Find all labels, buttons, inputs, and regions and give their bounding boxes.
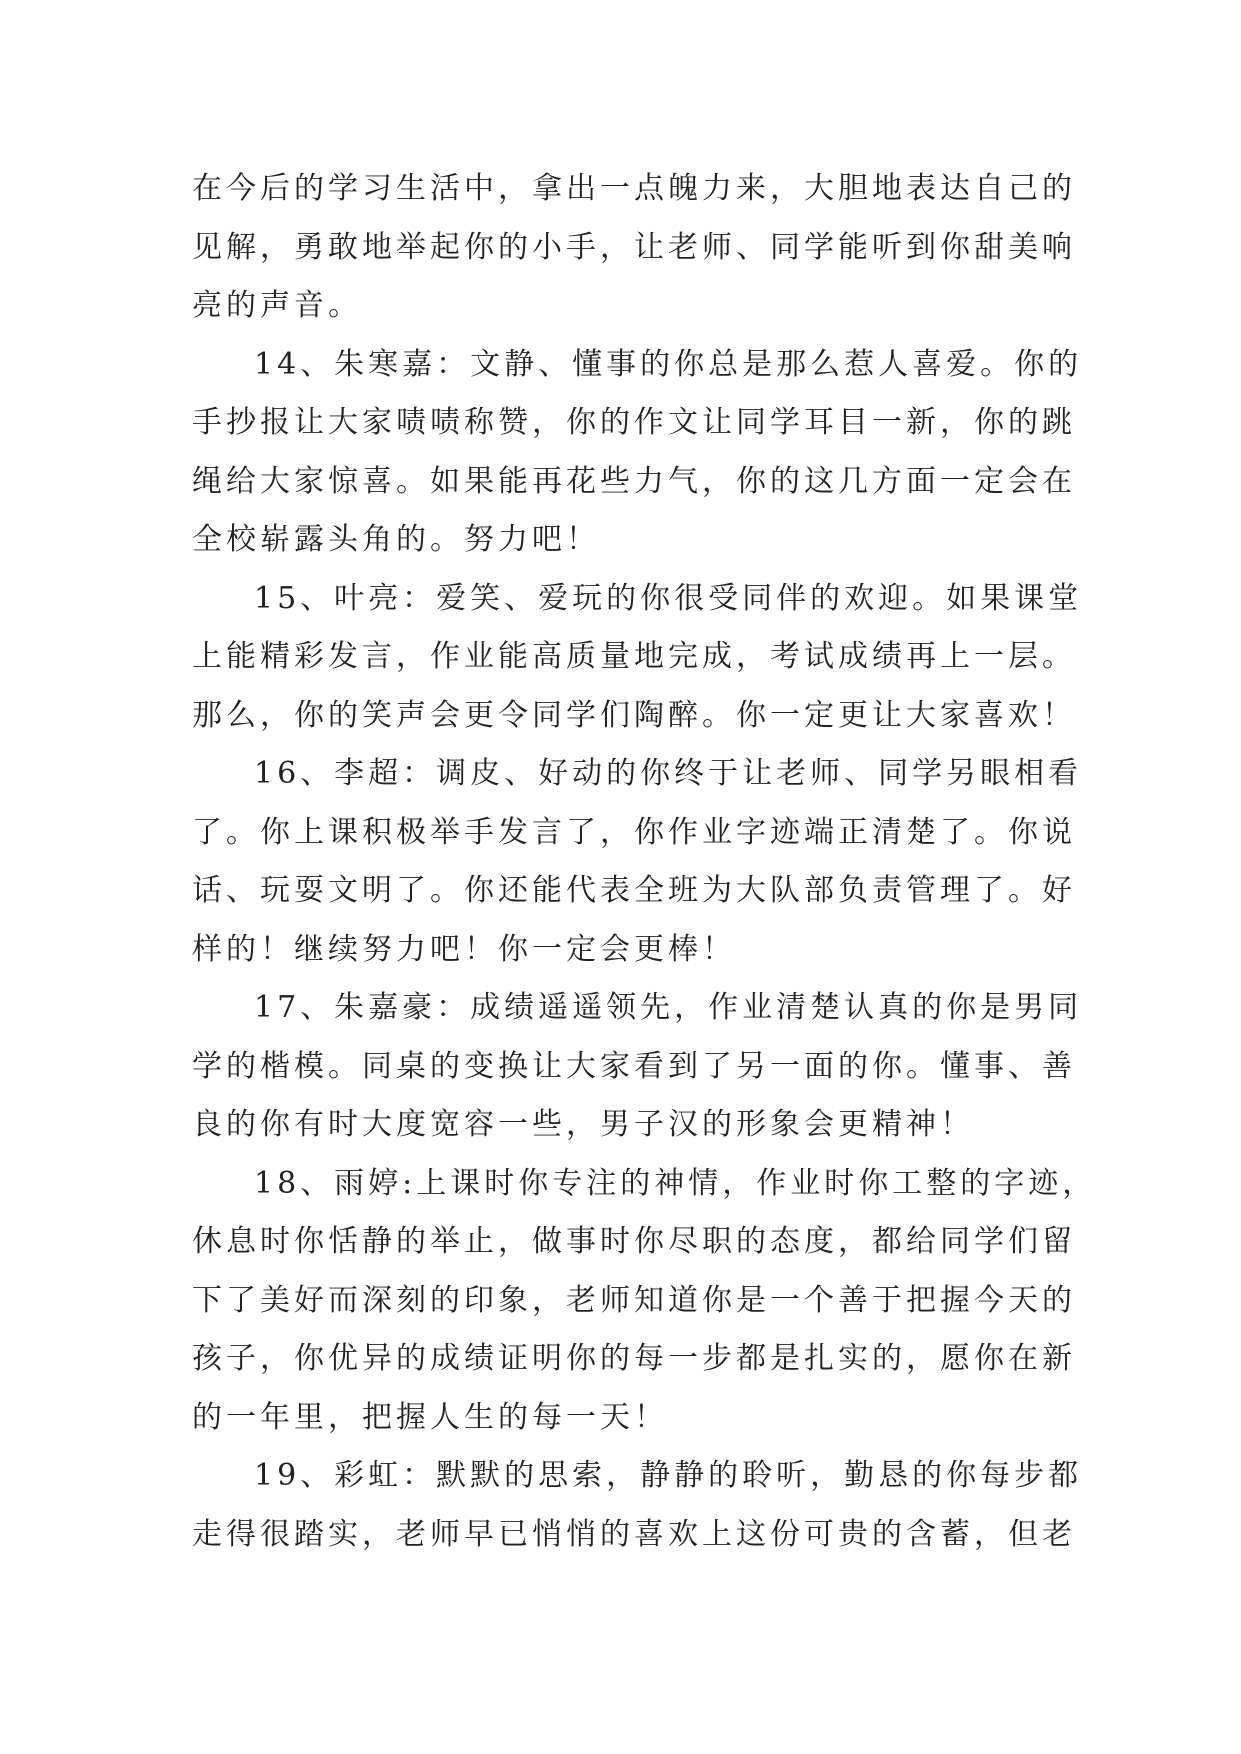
text-line: 的一年里，把握人生的每一天！ [192,1399,668,1435]
text-line: 见解，勇敢地举起你的小手，让老师、同学能听到你甜美响 [192,229,1076,265]
text-line: 手抄报让大家啧啧称赞，你的作文让同学耳目一新，你的跳 [192,405,1076,440]
paragraph-17-start: 17、朱嘉豪：成绩遥遥领先，作业清楚认真的你是男同 [254,990,1083,1025]
text-line: 话、玩耍文明了。你还能代表全班为大队部负责管理了。好 [192,873,1076,908]
text-line: 良的你有时大度宽容一些，男子汉的形象会更精神！ [192,1107,974,1142]
paragraph-14-start: 14、朱寒嘉：文静、懂事的你总是那么惹人喜爱。你的 [254,346,1083,382]
paragraph-15-start: 15、叶亮：爱笑、爱玩的你很受同伴的欢迎。如果课堂 [254,580,1083,616]
text-line: 休息时你恬静的举止，做事时你尽职的态度，都给同学们留 [192,1224,1076,1259]
text-line: 了。你上课积极举手发言了，你作业字迹端正清楚了。你说 [192,814,1076,850]
text-line: 样的！继续努力吧！你一定会更棒！ [192,931,736,967]
text-line: 绳给大家惊喜。如果能再花些力气，你的这几方面一定会在 [192,463,1076,499]
text-line: 孩子，你优异的成绩证明你的每一步都是扎实的，愿你在新 [192,1341,1076,1376]
text-line: 全校崭露头角的。努力吧！ [192,522,600,557]
document-body [192,160,1097,1564]
paragraph-16-start: 16、李超：调皮、好动的你终于让老师、同学另眼相看 [254,756,1083,791]
text-line: 学的楷模。同桌的变换让大家看到了另一面的你。懂事、善 [192,1048,1076,1084]
text-line: 上能精彩发言，作业能高质量地完成，考试成绩再上一层。 [192,639,1076,674]
paragraph-18-start: 18、雨婷:上课时你专注的神情，作业时你工整的字迹， [254,1165,1097,1201]
text-line: 走得很踏实，老师早已悄悄的喜欢上这份可贵的含蓄，但老 [192,1516,1076,1552]
text-line: 那么，你的笑声会更令同学们陶醉。你一定更让大家喜欢！ [192,697,1076,733]
paragraph-19-start: 19、彩虹：默默的思索，静静的聆听，勤恳的你每步都 [254,1458,1083,1493]
text-line: 亮的声音。 [192,288,362,323]
text-line: 在今后的学习生活中，拿出一点魄力来，大胆地表达自己的 [192,171,1076,206]
text-line: 下了美好而深刻的印象，老师知道你是一个善于把握今天的 [192,1282,1076,1318]
